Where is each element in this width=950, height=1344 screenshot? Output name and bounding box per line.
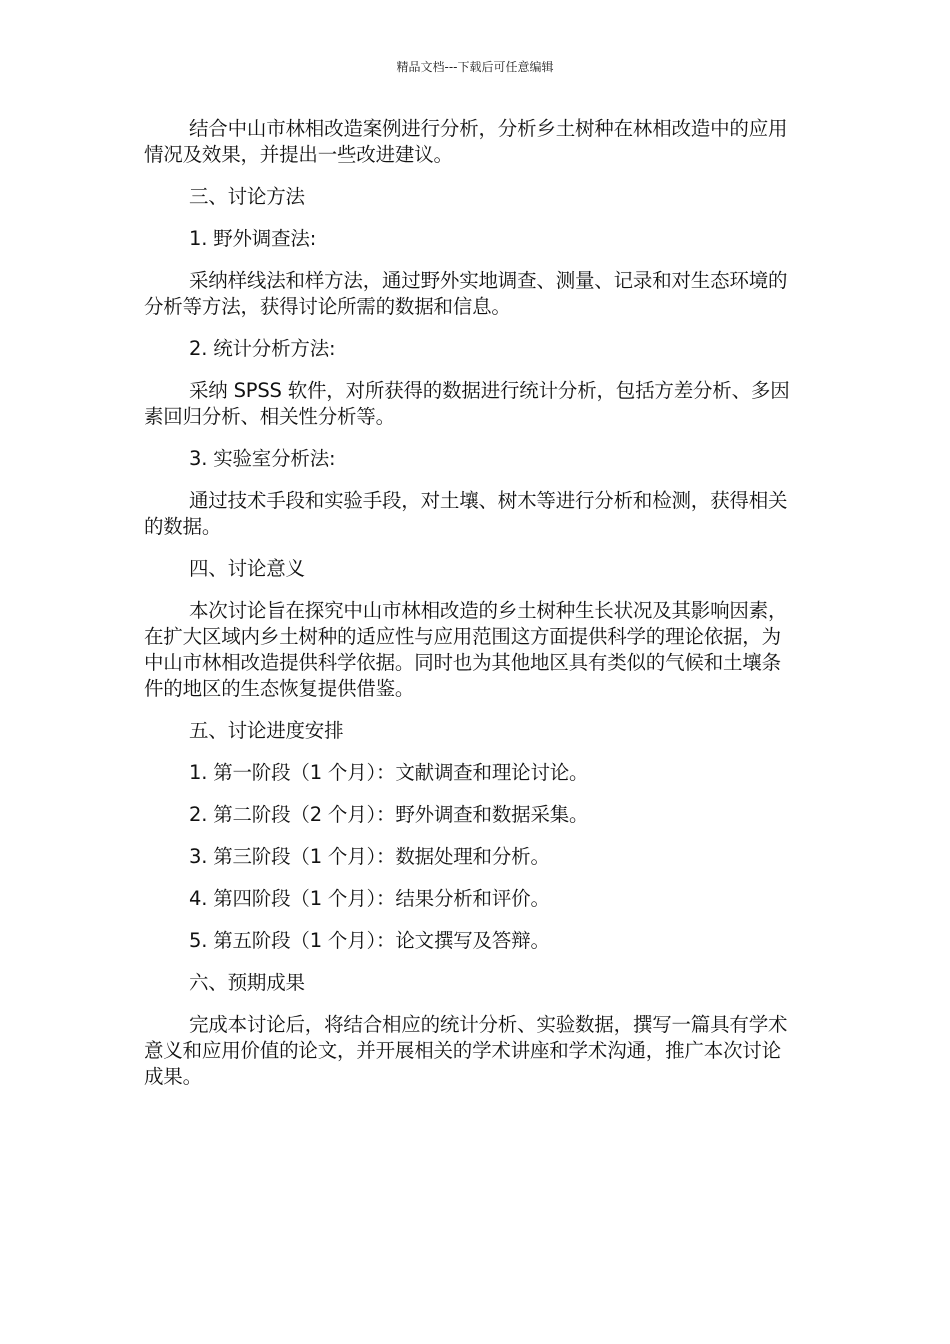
- schedule-item: 4. 第四阶段（1 个月）：结果分析和评价。: [189, 887, 550, 910]
- document-body: [144, 116, 792, 1090]
- paragraph-field-survey: 采纳样线法和样方法，通过野外实地调查、测量、记录和对生态环境的分析等方法，获得讨论所需的数据和信息。: [144, 269, 788, 318]
- method-heading-lab: 3. 实验室分析法:: [189, 447, 336, 470]
- section-heading-schedule: 五、讨论进度安排: [189, 719, 344, 742]
- paragraph-outcomes: 完成本讨论后，将结合相应的统计分析、实验数据，撰写一篇具有学术意义和应用价值的论文，并开展相关的学术讲座和学术沟通，推广本次讨论成果。: [144, 1013, 788, 1088]
- method-heading-statistics: 2. 统计分析方法:: [189, 337, 336, 360]
- page-header: 精品文档---下载后可任意编辑: [396, 60, 554, 74]
- section-heading-methods: 三、讨论方法: [189, 185, 305, 208]
- schedule-item: 1. 第一阶段（1 个月）：文献调查和理论讨论。: [189, 761, 589, 784]
- method-heading-field-survey: 1. 野外调查法:: [189, 227, 317, 250]
- paragraph-analysis-approach: 结合中山市林相改造案例进行分析，分析乡土树种在林相改造中的应用情况及效果，并提出一些改进建议。: [144, 117, 788, 166]
- schedule-item: 3. 第三阶段（1 个月）：数据处理和分析。: [189, 845, 550, 868]
- schedule-item: 2. 第二阶段（2 个月）：野外调查和数据采集。: [189, 803, 589, 826]
- paragraph-statistics: 采纳 SPSS 软件，对所获得的数据进行统计分析，包括方差分析、多因素回归分析、相关性分析等。: [144, 379, 790, 428]
- section-heading-significance: 四、讨论意义: [189, 557, 305, 580]
- paragraph-lab: 通过技术手段和实验手段，对土壤、树木等进行分析和检测，获得相关的数据。: [144, 489, 788, 538]
- paragraph-significance: 本次讨论旨在探究中山市林相改造的乡土树种生长状况及其影响因素，在扩大区域内乡土树种的适应性与应用范围这方面提供科学的理论依据，为中山市林相改造提供科学依据。同时也为其他地区具有类似的气候和土壤条件的地区的生态恢复提供借鉴。: [144, 599, 788, 700]
- schedule-item: 5. 第五阶段（1 个月）：论文撰写及答辩。: [189, 929, 550, 952]
- section-heading-outcomes: 六、预期成果: [189, 971, 305, 994]
